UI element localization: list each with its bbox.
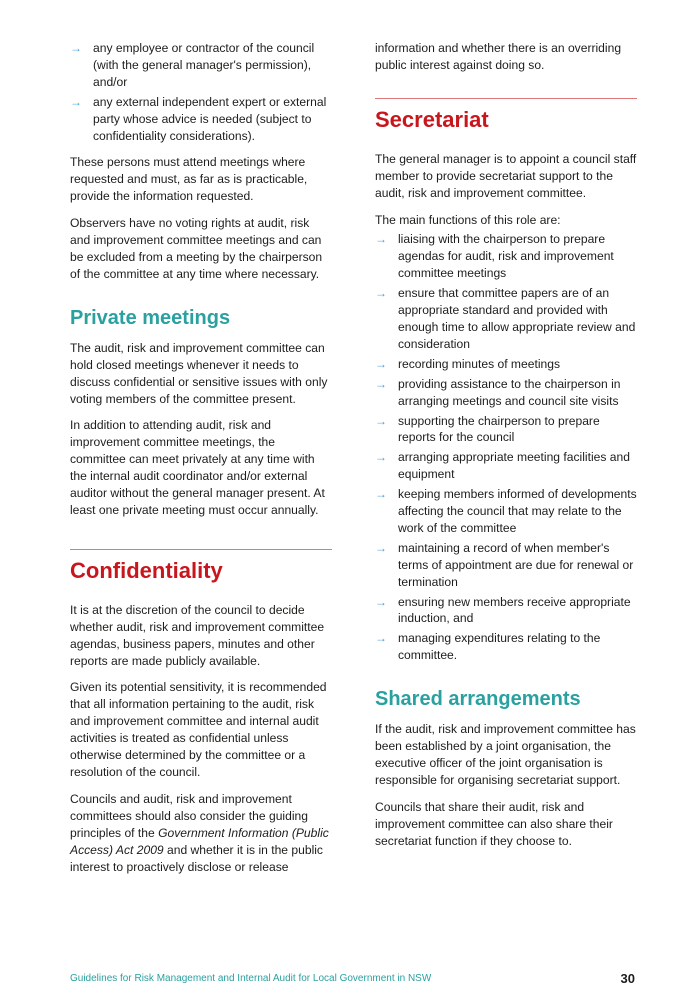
- page-number: 30: [620, 971, 635, 986]
- paragraph: Observers have no voting rights at audit, risk and improvement committee meetings and can be excluded from a meeting by the chairperson of the committee at any time where necessary.: [70, 216, 323, 281]
- paragraph: If the audit, risk and improvement committee has been established by a joint organisation, the executive officer of the joint organisation is responsible for organising secretariat support.: [375, 722, 636, 787]
- footer-title: Guidelines for Risk Management and Internal Audit for Local Government in NSW: [70, 973, 432, 984]
- paragraph: Given its potential sensitivity, it is recommended that all information pertaining to the audit, risk and improvement committee and internal audit activities is treated as confidential unless otherwise determined by the committee or a resolution of the council.: [70, 680, 327, 779]
- list-item: → maintaining a record of when member's terms of appointment are due for renewal or termination: [375, 540, 634, 589]
- list-item: → ensuring new members receive appropriate induction, and: [375, 594, 631, 626]
- arrow-icon: →: [70, 41, 82, 55]
- list-item: → managing expenditures relating to the committee.: [375, 631, 601, 663]
- paragraph: information and whether there is an overriding public interest against doing so.: [375, 41, 622, 72]
- arrow-icon: →: [375, 376, 387, 391]
- paragraph: These persons must attend meetings where requested and must, as far as is practicable, provide the information requested.: [70, 155, 308, 204]
- paragraph: Councils and audit, risk and improvement committees should also consider the guiding principles of the Government Information (Public Access) Act 2009 and whether it is in the public interest to proactively disclose or release: [70, 791, 329, 874]
- shared-arrangements-heading: Shared arrangements: [375, 688, 581, 711]
- arrow-icon: →: [375, 286, 387, 301]
- arrow-icon: →: [375, 540, 387, 555]
- act-title: Government Information (Public Access) Act 2009: [70, 825, 329, 857]
- paragraph: In addition to attending audit, risk and improvement committee meetings, the committee can meet privately at any time with the internal audit coordinator and/or external auditor without the general manager present. At least one private meeting must occur annually.: [70, 418, 325, 517]
- page-footer: [70, 973, 635, 984]
- paragraph: The main functions of this role are:: [375, 212, 561, 227]
- private-meetings-heading: Private meetings: [70, 306, 231, 329]
- paragraph: The audit, risk and improvement committee can hold closed meetings whenever it needs to discuss confidential or sensitive issues with only voting members of the committee present.: [70, 340, 328, 406]
- secretariat-heading: Secretariat: [375, 106, 489, 132]
- list-item: → any external independent expert or external party whose advice is needed (subject to confidentiality considerations).: [70, 94, 327, 143]
- confidentiality-heading: Confidentiality: [70, 557, 223, 583]
- list-item: → recording minutes of meetings: [375, 356, 561, 371]
- list-item: → supporting the chairperson to prepare reports for the council: [375, 413, 600, 445]
- arrow-icon: →: [375, 413, 387, 428]
- attendee-list: [70, 40, 332, 144]
- arrow-icon: →: [375, 631, 387, 646]
- arrow-icon: →: [70, 94, 82, 109]
- list-item: → any employee or contractor of the council (with the general manager's permission), and/or: [70, 41, 315, 89]
- list-item: → arranging appropriate meeting facilities and equipment: [375, 450, 630, 482]
- paragraph: Councils that share their audit, risk and improvement committee can also share their secretariat function if they choose to.: [375, 799, 613, 848]
- section-divider: [70, 549, 332, 550]
- left-column: [70, 40, 332, 885]
- secretariat-functions-list: [375, 231, 637, 664]
- list-item: → liaising with the chairperson to prepare agendas for audit, risk and improvement committee meetings: [375, 232, 614, 281]
- list-item: → ensure that committee papers are of an appropriate standard and provided with enough time to allow appropriate review and consideration: [375, 286, 636, 351]
- arrow-icon: →: [375, 232, 387, 247]
- list-item: → keeping members informed of developments affecting the council that may relate to the work of the committee: [375, 487, 637, 535]
- section-divider: [375, 98, 637, 99]
- arrow-icon: →: [375, 356, 387, 371]
- right-column: [375, 40, 637, 860]
- arrow-icon: →: [375, 450, 387, 465]
- list-item: → providing assistance to the chairperson in arranging meetings and council site visits: [375, 376, 621, 408]
- arrow-icon: →: [375, 594, 387, 609]
- arrow-icon: →: [375, 487, 387, 502]
- paragraph: It is at the discretion of the council to decide whether audit, risk and improvement committee agendas, business papers, minutes and other reports are made publicly available.: [70, 602, 325, 668]
- paragraph: The general manager is to appoint a council staff member to provide secretariat support to the audit, risk and improvement committee.: [375, 151, 637, 200]
